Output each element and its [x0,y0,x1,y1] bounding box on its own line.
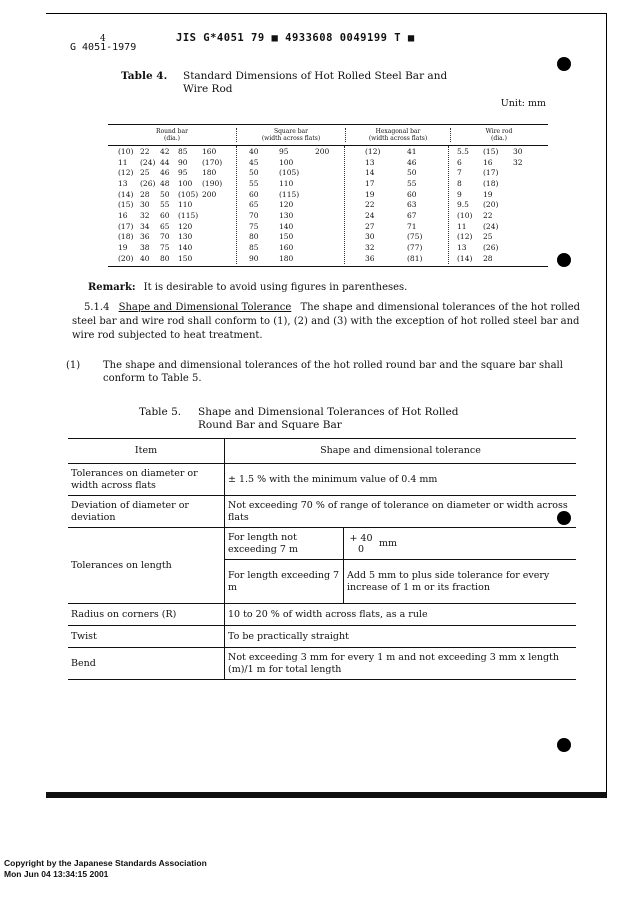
hex-cell: (77) [407,243,423,253]
item-1-number: (1) [66,360,81,371]
hex-cell: 19 [365,189,375,199]
round-cell: 46 [160,168,170,178]
round-cell: (20) [118,253,134,263]
wire-row [457,242,544,253]
punch-hole-dot [557,511,571,525]
header-wire-line1: Wire rod [485,128,513,135]
hex-cell: 67 [407,210,417,220]
punch-hole-dot [557,738,571,752]
round-row [118,232,236,243]
round-row [118,146,236,157]
round-cell: 36 [140,232,150,242]
header-wire-line2: (dia.) [491,135,507,142]
table-row [68,626,576,648]
remark-label: Remark: [88,282,136,293]
round-cell: 16 [118,210,128,220]
round-cell: 30 [140,200,150,210]
wire-row [457,178,544,189]
round-cell: 85 [178,146,188,156]
round-cell: (170) [202,157,223,167]
round-cell: 70 [160,232,170,242]
round-cell: 50 [160,189,170,199]
round-cell: 22 [140,146,150,156]
item-1-text: The shape and dimensional tolerances of the hot rolled round bar and the square bar shall conform to Table 5. [103,360,563,384]
square-row [249,146,344,157]
wire-cell: (15) [483,146,499,156]
wire-cell: 9 [457,189,462,199]
row-item-bend: Bend [68,648,225,680]
table-row [68,604,576,626]
round-cell: (105) [178,189,199,199]
row-tol-twist: To be practically straight [225,626,577,648]
wire-row [457,232,544,243]
square-row [249,157,344,168]
hex-cell: 60 [407,189,417,199]
wire-cell: 30 [513,146,523,156]
row-cond-long: For length exceeding 7 m [225,560,344,604]
round-cell: 120 [178,221,193,231]
hex-row [365,221,448,232]
square-column [236,146,344,264]
remark [88,282,407,293]
tol-unit-mm: mm [379,537,398,549]
square-cell: 150 [279,232,294,242]
header-hex-line1: Hexagonal bar [375,128,421,135]
square-cell: 120 [279,200,294,210]
table4-unit: Unit: mm [500,98,546,109]
header-hexagonal [345,128,450,142]
header-square [236,128,345,142]
row-tol-diameter: ± 1.5 % with the minimum value of 0.4 mm [225,464,577,496]
hex-row [365,157,448,168]
round-cell: 140 [178,243,193,253]
square-row [249,189,344,200]
table5-header-tolerance: Shape and dimensional tolerance [225,439,577,464]
hex-cell: 24 [365,210,375,220]
header-hex-line2: (width across flats) [368,135,428,142]
round-cell: 25 [140,168,150,178]
hex-cell: (12) [365,146,381,156]
wire-cell: 32 [513,157,523,167]
round-cell: 65 [160,221,170,231]
square-cell: 85 [249,243,259,253]
square-row [249,232,344,243]
wire-cell: 28 [483,253,493,263]
round-row [118,167,236,178]
wire-cell: (20) [483,200,499,210]
wire-cell: (26) [483,243,499,253]
hex-cell: 36 [365,253,375,263]
round-row [118,189,236,200]
round-cell: (26) [140,178,156,188]
wire-cell: 11 [457,221,467,231]
hex-cell: 46 [407,157,417,167]
round-cell: 180 [202,168,217,178]
round-row [118,178,236,189]
square-cell: 80 [249,232,259,242]
hex-row [365,189,448,200]
footer-timestamp: Mon Jun 04 13:34:15 2001 [4,869,109,879]
table-row [68,528,576,560]
punch-hole-dot [557,57,571,71]
wire-cell: 22 [483,210,493,220]
round-cell: 60 [160,210,170,220]
section-5-1-4 [72,301,592,343]
round-cell: (12) [118,168,134,178]
wire-cell: 9.5 [457,200,469,210]
item-1 [66,359,586,385]
wire-row [457,146,544,157]
table4-header [108,125,548,145]
row-tol-long: Add 5 mm to plus side tolerance for every increase of 1 m or its fraction [344,560,577,604]
round-cell: 13 [118,178,128,188]
table4-title-line1: Standard Dimensions of Hot Rolled Steel Bar and [183,70,448,82]
square-row [249,221,344,232]
square-cell: 110 [279,178,294,188]
page-number: 4 [100,34,106,44]
square-cell: 50 [249,168,259,178]
square-cell: 180 [279,253,294,263]
hex-cell: 71 [407,221,417,231]
round-cell: 11 [118,157,128,167]
hex-cell: 32 [365,243,375,253]
header-square-line2: (width across flats) [261,135,321,142]
square-cell: 95 [279,146,289,156]
round-cell: 48 [160,178,170,188]
square-cell: 60 [249,189,259,199]
table-row [68,464,576,496]
round-cell: 100 [178,178,193,188]
round-cell: 38 [140,243,150,253]
table4-title-line2: Wire Rod [183,83,233,95]
round-cell: 150 [178,253,193,263]
square-cell: 55 [249,178,259,188]
row-tol-radius: 10 to 20 % of width across flats, as a rule [225,604,577,626]
wire-cell: 8 [457,178,462,188]
round-row [118,221,236,232]
round-row [118,242,236,253]
wire-row [457,167,544,178]
hex-cell: 55 [407,178,417,188]
hex-cell: (81) [407,253,423,263]
hex-row [365,199,448,210]
header-square-line1: Square bar [273,128,308,135]
wire-column [448,146,544,264]
wire-cell: 6 [457,157,462,167]
hex-cell: 63 [407,200,417,210]
hexagonal-column [344,146,448,264]
header-round [108,128,236,142]
hex-row [365,253,448,264]
table-row [68,648,576,680]
section-number: 5.1.4 [84,302,110,313]
barcode-header: JIS G*4051 79 ■ 4933608 0049199 T ■ [176,32,415,44]
round-row [118,157,236,168]
square-cell: 90 [249,253,259,263]
square-row [249,199,344,210]
round-cell: 75 [160,243,170,253]
hex-row [365,232,448,243]
hex-row [365,146,448,157]
row-tol-deviation: Not exceeding 70 % of range of tolerance on diameter or width across flats [225,496,577,528]
footer [4,858,207,880]
hex-row [365,178,448,189]
wire-row [457,189,544,200]
square-cell: 75 [249,221,259,231]
table4-title [183,70,513,96]
row-item-radius: Radius on corners (R) [68,604,225,626]
round-cell: 44 [160,157,170,167]
wire-row [457,199,544,210]
row-item-diameter: Tolerances on diameter or width across flats [68,464,225,496]
square-cell: 65 [249,200,259,210]
round-cell: 40 [140,253,150,263]
round-cell: 90 [178,157,188,167]
round-cell: 160 [202,146,217,156]
wire-cell: 7 [457,168,462,178]
round-cell: (190) [202,178,223,188]
round-cell: 28 [140,189,150,199]
row-item-twist: Twist [68,626,225,648]
wire-row [457,253,544,264]
hex-row [365,167,448,178]
wire-cell: (10) [457,210,473,220]
wire-cell: 16 [483,157,493,167]
round-cell: 19 [118,243,128,253]
square-cell: 160 [279,243,294,253]
table4-body [108,146,548,264]
round-cell: (115) [178,210,199,220]
wire-cell: (12) [457,232,473,242]
table5-label: Table 5. [139,406,182,418]
square-cell: 45 [249,157,259,167]
hex-cell: 13 [365,157,375,167]
wire-cell: 5.5 [457,146,469,156]
hex-cell: 22 [365,200,375,210]
wire-cell: 25 [483,232,493,242]
round-cell: (18) [118,232,134,242]
round-cell: 34 [140,221,150,231]
square-row [249,178,344,189]
hex-cell: 27 [365,221,375,231]
table5-title-line1: Shape and Dimensional Tolerances of Hot Rolled [198,406,459,418]
table5 [68,438,576,680]
row-tol-short [344,528,577,560]
square-cell: 100 [279,157,294,167]
wire-cell: (18) [483,178,499,188]
square-row [249,210,344,221]
wire-cell: (14) [457,253,473,263]
round-cell: (15) [118,200,134,210]
square-row [249,167,344,178]
round-cell: 130 [178,232,193,242]
header-wire [450,128,547,142]
wire-cell: 19 [483,189,493,199]
header-round-line2: (dia.) [164,135,180,142]
table-row [68,496,576,528]
square-cell: (115) [279,189,300,199]
round-cell: 95 [178,168,188,178]
hex-cell: 14 [365,168,375,178]
round-row [118,199,236,210]
wire-row [457,221,544,232]
hex-row [365,210,448,221]
round-cell: 55 [160,200,170,210]
wire-row [457,210,544,221]
round-cell: (24) [140,157,156,167]
table5-header-row [68,439,576,464]
round-cell: 42 [160,146,170,156]
square-cell: 130 [279,210,294,220]
footer-copyright: Copyright by the Japanese Standards Association [4,858,207,868]
hex-cell: 41 [407,146,417,156]
square-cell: 40 [249,146,259,156]
table5-header-item: Item [68,439,225,464]
table4-label: Table 4. [121,70,168,82]
square-row [249,253,344,264]
square-cell: (105) [279,168,300,178]
round-column [108,146,236,264]
hex-cell: (75) [407,232,423,242]
table5-title [198,406,498,432]
standard-code: G 4051-1979 [70,42,137,53]
table4 [108,124,548,267]
row-cond-short: For length not exceeding 7 m [225,528,344,560]
hex-cell: 50 [407,168,417,178]
hex-cell: 17 [365,178,375,188]
wire-row [457,157,544,168]
table5-title-line2: Round Bar and Square Bar [198,419,342,431]
round-cell: 110 [178,200,193,210]
document-page [46,13,607,798]
hex-row [365,242,448,253]
section-heading: Shape and Dimensional Tolerance [118,302,292,313]
row-item-length: Tolerances on length [68,528,225,604]
header-round-line1: Round bar [156,128,188,135]
hex-cell: 30 [365,232,375,242]
round-cell: 32 [140,210,150,220]
tol-zero: 0 [357,543,365,555]
remark-text: It is desirable to avoid using figures in parentheses. [143,282,408,293]
tol-plus-40: + 40 [349,532,373,544]
round-cell: (10) [118,146,134,156]
wire-cell: (17) [483,168,499,178]
row-item-deviation: Deviation of diameter or deviation [68,496,225,528]
square-cell: 70 [249,210,259,220]
square-cell: 200 [315,146,330,156]
row-tol-bend: Not exceeding 3 mm for every 1 m and not exceeding 3 mm x length (m)/1 m for total length [225,648,577,680]
wire-cell: 13 [457,243,467,253]
square-row [249,242,344,253]
wire-cell: (24) [483,221,499,231]
round-cell: 80 [160,253,170,263]
punch-hole-dot [557,253,571,267]
round-row [118,210,236,221]
square-cell: 140 [279,221,294,231]
round-cell: (17) [118,221,134,231]
round-cell: (14) [118,189,134,199]
round-cell: 200 [202,189,217,199]
section-text: The shape and dimensional tolerances of the hot rolled steel bar and wire rod shall conform to (1), (2) and (3) with the exception of hot rolled steel bar and wire rod subjected to heat treatment. [72,302,581,341]
round-row [118,253,236,264]
